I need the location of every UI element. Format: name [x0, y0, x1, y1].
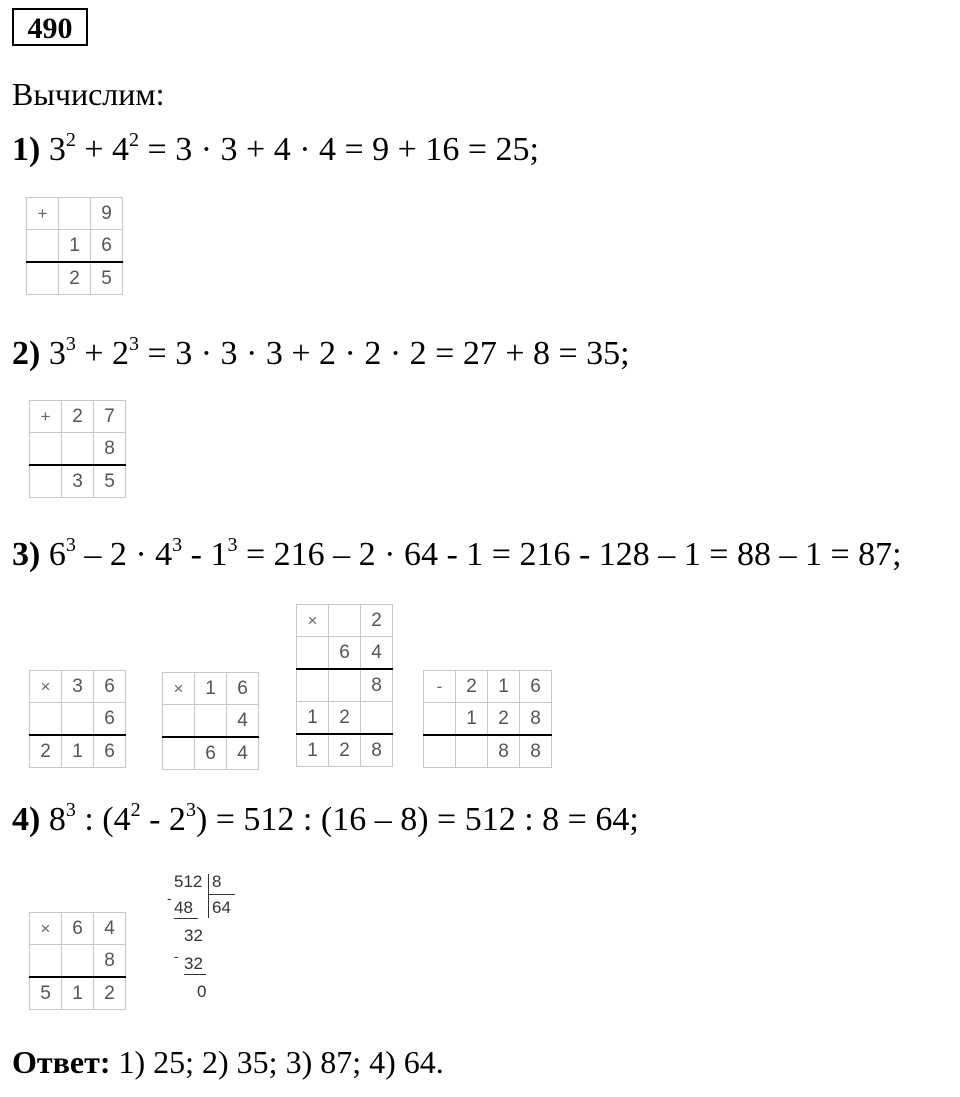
cell: [62, 945, 94, 978]
cell: -: [424, 671, 456, 703]
cell: 6: [195, 737, 227, 770]
cell: 1: [62, 977, 94, 1010]
cell: ×: [297, 605, 329, 637]
column-multiply-64x2: [296, 604, 393, 767]
expr-rest: ) = 512 : (16 – 8) = 512 : 8 = 64;: [195, 801, 639, 838]
partial-product-2: 32: [184, 954, 203, 973]
cell: [59, 198, 91, 230]
exponent: 3: [227, 534, 238, 556]
cell: 2: [329, 702, 361, 735]
cell: [329, 605, 361, 637]
exponent: 2: [129, 129, 140, 151]
expr-part: : (4: [75, 801, 131, 838]
expr-part: 3: [48, 335, 66, 372]
quotient: 64: [212, 898, 231, 917]
exponent: 3: [65, 333, 76, 355]
long-division: [160, 870, 250, 1020]
cell: ×: [30, 913, 62, 945]
expr-part: - 2: [140, 801, 186, 838]
cell: 1: [297, 734, 329, 767]
divisor: 8: [212, 872, 222, 891]
expr-rest: = 216 – 2 · 64 - 1 = 216 - 128 – 1 = 88 – 1 = 87;: [237, 536, 902, 573]
cell: 8: [520, 703, 552, 736]
expr-rest: = 3 · 3 + 4 · 4 = 9 + 16 = 25;: [139, 131, 539, 168]
cell: 2: [94, 977, 126, 1010]
expr-part: 3: [48, 131, 66, 168]
cell: [424, 735, 456, 768]
cell: [62, 703, 94, 736]
cell: [297, 637, 329, 670]
cell: 4: [227, 705, 259, 738]
cell: 4: [94, 913, 126, 945]
expr-part: + 2: [75, 335, 130, 372]
cell: [30, 703, 62, 736]
cell: 8: [94, 945, 126, 978]
cell: 8: [488, 735, 520, 768]
cell: [297, 669, 329, 702]
exercise-number: 490: [12, 8, 88, 46]
cell: 4: [227, 737, 259, 770]
item-4: [12, 800, 639, 840]
cell: 8: [520, 735, 552, 768]
cell: 2: [59, 262, 91, 295]
cell: 8: [94, 433, 126, 466]
cell: 4: [361, 637, 393, 670]
exponent: 3: [129, 333, 140, 355]
cell: 5: [94, 465, 126, 498]
column-multiply-64x8: [29, 912, 126, 1010]
answer-text: 1) 25; 2) 35; 3) 87; 4) 64.: [110, 1044, 444, 1080]
cell: +: [30, 401, 62, 433]
item-1: [12, 130, 539, 170]
cell: [361, 702, 393, 735]
remainder-1: 32: [184, 926, 203, 945]
cell: 1: [456, 703, 488, 736]
item-label: 4): [12, 801, 41, 838]
cell: 2: [30, 735, 62, 768]
item-label: 2): [12, 335, 41, 372]
cell: 1: [488, 671, 520, 703]
cell: [30, 465, 62, 498]
column-multiply-36x6: [29, 670, 126, 768]
cell: [456, 735, 488, 768]
cell: [195, 705, 227, 738]
cell: ×: [163, 673, 195, 705]
item-label: 3): [12, 536, 41, 573]
underline-1: [174, 918, 198, 919]
dividend: 512: [174, 872, 203, 891]
column-addition-1: [26, 197, 123, 295]
cell: 6: [227, 673, 259, 705]
division-horizontal-line: [209, 894, 235, 895]
cell: [163, 705, 195, 738]
item-3: [12, 535, 902, 575]
cell: 6: [94, 671, 126, 703]
exponent: 3: [65, 534, 76, 556]
exponent: 3: [185, 799, 196, 821]
cell: [27, 230, 59, 263]
cell: +: [27, 198, 59, 230]
exponent: 2: [65, 129, 76, 151]
cell: 2: [488, 703, 520, 736]
cell: 1: [62, 735, 94, 768]
column-subtraction-216: [423, 670, 552, 768]
cell: 5: [91, 262, 123, 295]
minus-sign: -: [167, 890, 172, 906]
minus-sign: -: [174, 948, 179, 964]
expr-part: + 4: [75, 131, 130, 168]
cell: 6: [94, 703, 126, 736]
cell: 2: [62, 401, 94, 433]
expr-part: 6: [48, 536, 66, 573]
column-addition-2: [29, 400, 126, 498]
cell: [62, 433, 94, 466]
cell: [163, 737, 195, 770]
intro-text: Вычислим:: [12, 76, 165, 112]
cell: 6: [94, 735, 126, 768]
cell: ×: [30, 671, 62, 703]
cell: 2: [361, 605, 393, 637]
column-multiply-16x4: [162, 672, 259, 770]
cell: 6: [91, 230, 123, 263]
cell: 6: [520, 671, 552, 703]
cell: 1: [59, 230, 91, 263]
cell: 1: [195, 673, 227, 705]
remainder-2: 0: [197, 982, 207, 1001]
expr-part: - 1: [182, 536, 228, 573]
cell: 1: [297, 702, 329, 735]
cell: 9: [91, 198, 123, 230]
partial-product-1: 48: [174, 898, 193, 917]
item-label: 1): [12, 131, 41, 168]
expr-part: 8: [48, 801, 66, 838]
cell: 3: [62, 465, 94, 498]
cell: 6: [329, 637, 361, 670]
cell: [27, 262, 59, 295]
cell: 6: [62, 913, 94, 945]
cell: 2: [456, 671, 488, 703]
underline-2: [184, 974, 206, 975]
expr-part: – 2 · 4: [75, 536, 173, 573]
answer-line: [12, 1042, 444, 1082]
answer-label: Ответ:: [12, 1044, 111, 1080]
exponent: 3: [172, 534, 183, 556]
item-2: [12, 334, 630, 374]
cell: [329, 669, 361, 702]
cell: [30, 433, 62, 466]
cell: [424, 703, 456, 736]
cell: 5: [30, 977, 62, 1010]
expr-rest: = 3 · 3 · 3 + 2 · 2 · 2 = 27 + 8 = 35;: [139, 335, 630, 372]
cell: 3: [62, 671, 94, 703]
cell: 2: [329, 734, 361, 767]
cell: [30, 945, 62, 978]
exponent: 2: [130, 799, 141, 821]
cell: 8: [361, 669, 393, 702]
exponent: 3: [65, 799, 76, 821]
cell: 8: [361, 734, 393, 767]
division-vertical-line: [208, 874, 209, 918]
cell: 7: [94, 401, 126, 433]
